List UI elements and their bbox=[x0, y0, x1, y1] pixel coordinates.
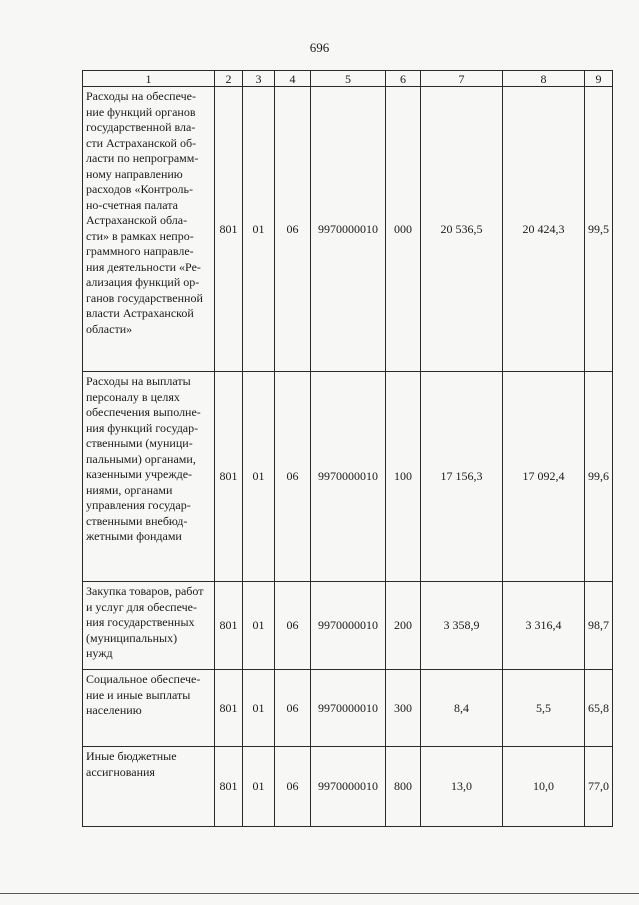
cell-c3: 01 bbox=[243, 747, 275, 827]
cell-c8: 5,5 bbox=[503, 670, 585, 747]
cell-c9: 98,7 bbox=[585, 582, 613, 670]
cell-c5: 9970000010 bbox=[311, 670, 386, 747]
cell-c9: 99,5 bbox=[585, 87, 613, 372]
table-row bbox=[83, 582, 613, 670]
cell-c6: 800 bbox=[386, 747, 421, 827]
cell-c6: 100 bbox=[386, 372, 421, 582]
budget-table bbox=[82, 70, 613, 827]
cell-c7: 13,0 bbox=[421, 747, 503, 827]
cell-c8: 17 092,4 bbox=[503, 372, 585, 582]
cell-c9: 65,8 bbox=[585, 670, 613, 747]
table-row bbox=[83, 372, 613, 582]
row-description: Закупка товаров, работ и услуг для обеспече- ния государственных (муниципальных) нужд bbox=[83, 582, 215, 670]
row-description: Иные бюджетные ассигнования bbox=[83, 747, 215, 827]
cell-c4: 06 bbox=[275, 87, 311, 372]
row-description: Расходы на выплаты персоналу в целях обеспечения выполне- ния функций государ- ственными (муници- пальными) органами, казенными учрежде- ниями, органами управления государ- ственными внебюд- жетными фондами bbox=[83, 372, 215, 582]
cell-c7: 17 156,3 bbox=[421, 372, 503, 582]
header-row bbox=[83, 71, 613, 87]
cell-c4: 06 bbox=[275, 670, 311, 747]
row-description: Социальное обеспече- ние и иные выплаты населению bbox=[83, 670, 215, 747]
col-header-3: 3 bbox=[243, 71, 275, 87]
table-row bbox=[83, 87, 613, 372]
cell-c6: 200 bbox=[386, 582, 421, 670]
col-header-1: 1 bbox=[83, 71, 215, 87]
cell-c3: 01 bbox=[243, 582, 275, 670]
cell-c5: 9970000010 bbox=[311, 747, 386, 827]
col-header-4: 4 bbox=[275, 71, 311, 87]
cell-c7: 3 358,9 bbox=[421, 582, 503, 670]
cell-c7: 20 536,5 bbox=[421, 87, 503, 372]
col-header-9: 9 bbox=[585, 71, 613, 87]
page-bottom-rule bbox=[0, 893, 639, 894]
cell-c3: 01 bbox=[243, 372, 275, 582]
cell-c5: 9970000010 bbox=[311, 87, 386, 372]
col-header-7: 7 bbox=[421, 71, 503, 87]
cell-c8: 3 316,4 bbox=[503, 582, 585, 670]
cell-c2: 801 bbox=[215, 372, 243, 582]
table-row bbox=[83, 670, 613, 747]
table-row bbox=[83, 747, 613, 827]
cell-c8: 10,0 bbox=[503, 747, 585, 827]
cell-c5: 9970000010 bbox=[311, 582, 386, 670]
col-header-8: 8 bbox=[503, 71, 585, 87]
col-header-6: 6 bbox=[386, 71, 421, 87]
cell-c9: 99,6 bbox=[585, 372, 613, 582]
cell-c4: 06 bbox=[275, 747, 311, 827]
cell-c2: 801 bbox=[215, 87, 243, 372]
cell-c6: 000 bbox=[386, 87, 421, 372]
cell-c6: 300 bbox=[386, 670, 421, 747]
cell-c2: 801 bbox=[215, 582, 243, 670]
page-number: 696 bbox=[309, 40, 330, 55]
cell-c2: 801 bbox=[215, 670, 243, 747]
col-header-5: 5 bbox=[311, 71, 386, 87]
cell-c7: 8,4 bbox=[421, 670, 503, 747]
cell-c3: 01 bbox=[243, 87, 275, 372]
row-description: Расходы на обеспече- ние функций органов государственной вла- сти Астраханской об- ласти по непрограмм- ному направлению расходов «Контроль- но-счетная палата Астраханской обла- сти» в рамках непро- граммного направле- ния деятельности «Ре- ализация функций ор- ганов государственной власти Астраханской области» bbox=[83, 87, 215, 372]
cell-c8: 20 424,3 bbox=[503, 87, 585, 372]
cell-c9: 77,0 bbox=[585, 747, 613, 827]
cell-c4: 06 bbox=[275, 372, 311, 582]
cell-c3: 01 bbox=[243, 670, 275, 747]
cell-c2: 801 bbox=[215, 747, 243, 827]
cell-c4: 06 bbox=[275, 582, 311, 670]
cell-c5: 9970000010 bbox=[311, 372, 386, 582]
col-header-2: 2 bbox=[215, 71, 243, 87]
